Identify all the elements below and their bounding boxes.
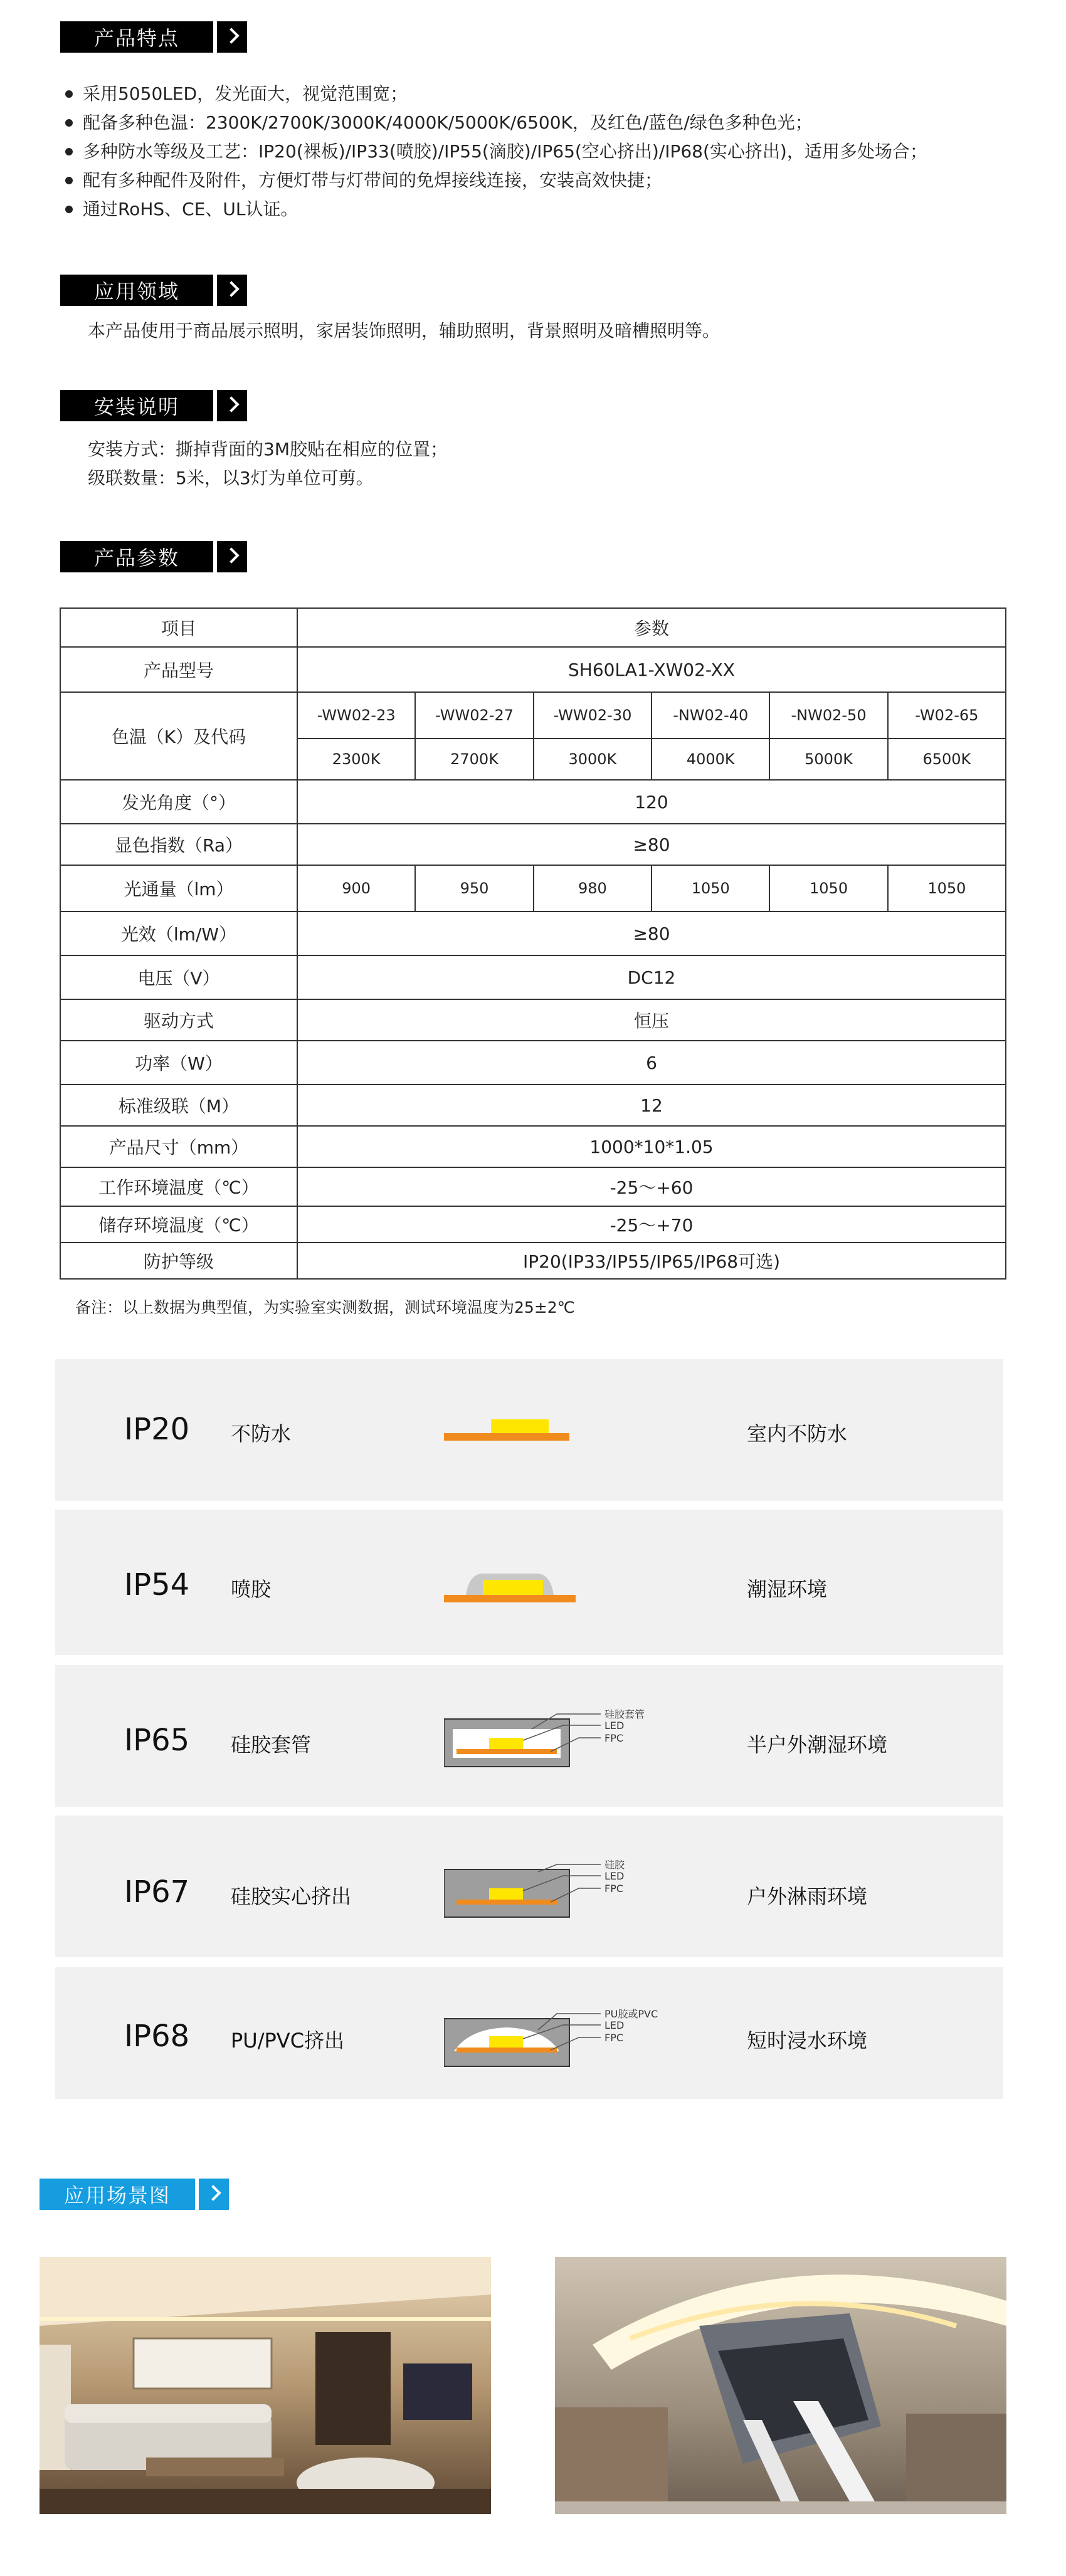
ip-type: 硅胶套管 — [231, 1733, 312, 1757]
led-chip — [489, 1738, 523, 1749]
led-chip — [483, 1580, 543, 1595]
ip-env: 户外淋雨环境 — [747, 1885, 868, 1908]
table-row — [60, 692, 1006, 739]
feature-item: 通过RoHS、CE、UL认证。 — [65, 195, 927, 224]
fpc-board — [444, 1595, 576, 1602]
application-text: 本产品使用于商品展示照明，家居装饰照明，辅助照明，背景照明及暗槽照明等。 — [88, 320, 720, 341]
callout-label: 硅胶套管 — [604, 1708, 645, 1720]
ip67-strip-diagram — [444, 1857, 695, 1926]
table-row — [60, 780, 1006, 824]
table-cell: 产品型号 — [60, 647, 297, 692]
cct-value-cell: 4000K — [652, 739, 769, 780]
table-cell: 色温（K）及代码 — [60, 692, 297, 780]
callout-label: PU胶或PVC — [604, 2008, 658, 2020]
callout-label: 硅胶 — [604, 1859, 625, 1871]
install-line: 级联数量：5米，以3灯为单位可剪。 — [88, 468, 374, 488]
table-cell: 恒压 — [297, 999, 1006, 1041]
callout-label: FPC — [604, 2032, 624, 2044]
table-cell: SH60LA1-XW02-XX — [297, 647, 1006, 692]
feature-item: 多种防水等级及工艺：IP20(裸板)/IP33(喷胶)/IP55(滴胶)/IP65(空心挤出)/IP68(实心挤出)，适用多处场合； — [65, 137, 927, 166]
cct-value-cell: 2700K — [415, 739, 533, 780]
table-row — [60, 1041, 1006, 1085]
section-header-params — [60, 541, 247, 572]
table-row — [60, 1243, 1006, 1279]
table-cell: 发光角度（°） — [60, 780, 297, 824]
table-cell: 驱动方式 — [60, 999, 297, 1041]
ip20-strip-diagram — [444, 1418, 582, 1443]
features-list — [65, 80, 927, 224]
ip-row-ip54 — [55, 1510, 1003, 1655]
table-cell: 标准级联（M） — [60, 1085, 297, 1126]
table-row — [60, 999, 1006, 1041]
table-cell: 1000*10*1.05 — [297, 1126, 1006, 1167]
table-note: 备注：以上数据为典型值，为实验室实测数据，测试环境温度为25±2℃ — [75, 1298, 575, 1317]
callout-label: FPC — [604, 1883, 624, 1895]
fpc-board — [456, 2048, 557, 2053]
cct-code-cell: -WW02-23 — [297, 692, 415, 739]
section-title: 应用领域 — [60, 275, 213, 306]
ip-code: IP65 — [124, 1723, 190, 1758]
flux-cell: 1050 — [769, 865, 887, 912]
flux-cell: 980 — [534, 865, 652, 912]
feature-item: 配备多种色温：2300K/2700K/3000K/4000K/5000K/6500K，及红色/蓝色/绿色多种色光； — [65, 108, 927, 137]
chevron-right-icon — [199, 2179, 229, 2210]
section-title: 应用场景图 — [40, 2179, 195, 2210]
ip-env: 短时浸水环境 — [747, 2029, 868, 2053]
table-cell: 显色指数（Ra） — [60, 824, 297, 865]
cct-value-cell: 5000K — [769, 739, 887, 780]
ip-env: 半户外潮湿环境 — [747, 1733, 888, 1757]
ip-type: 喷胶 — [231, 1577, 272, 1601]
cct-code-cell: -W02-65 — [888, 692, 1006, 739]
table-cell: 6 — [297, 1041, 1006, 1085]
section-header-install — [60, 390, 247, 421]
chevron-right-icon — [217, 541, 247, 572]
section-header-features — [60, 21, 247, 53]
cct-value-cell: 6500K — [888, 739, 1006, 780]
scene-photo-mall — [555, 2257, 1006, 2514]
flux-cell: 950 — [415, 865, 533, 912]
table-cell: -25～+70 — [297, 1206, 1006, 1243]
table-cell: 功率（W） — [60, 1041, 297, 1085]
table-row — [60, 1167, 1006, 1206]
ip-row-ip65 — [55, 1665, 1003, 1807]
scene-photo-living-room — [40, 2257, 491, 2514]
table-cell: 电压（V） — [60, 955, 297, 999]
table-cell: ≥80 — [297, 824, 1006, 865]
table-cell: 12 — [297, 1085, 1006, 1126]
cct-value-cell: 3000K — [534, 739, 652, 780]
section-header-application — [60, 275, 247, 306]
table-cell: ≥80 — [297, 912, 1006, 955]
ip-row-ip68 — [55, 1967, 1003, 2099]
ip-env: 潮湿环境 — [747, 1577, 828, 1601]
fpc-board — [444, 1433, 569, 1441]
section-title: 产品参数 — [60, 541, 213, 572]
table-cell: 光通量（lm） — [60, 865, 297, 912]
table-cell: 产品尺寸（mm） — [60, 1126, 297, 1167]
chevron-right-icon — [217, 390, 247, 421]
table-cell: -25～+60 — [297, 1167, 1006, 1206]
table-header-cell: 参数 — [297, 608, 1006, 647]
table-row — [60, 912, 1006, 955]
callout-label: LED — [604, 1720, 625, 1732]
feature-item: 配有多种配件及附件，方便灯带与灯带间的免焊接线连接，安装高效快捷； — [65, 166, 927, 195]
flux-cell: 1050 — [652, 865, 769, 912]
ip-code: IP67 — [124, 1874, 190, 1910]
install-line: 安装方式：撕掉背面的3M胶贴在相应的位置； — [88, 439, 448, 460]
flux-cell: 1050 — [888, 865, 1006, 912]
ip-code: IP54 — [124, 1567, 190, 1602]
callout-label: FPC — [604, 1732, 624, 1744]
ip-env: 室内不防水 — [747, 1422, 848, 1446]
table-cell: DC12 — [297, 955, 1006, 999]
table-row — [60, 608, 1006, 647]
section-title: 产品特点 — [60, 21, 213, 53]
table-cell: 工作环境温度（℃） — [60, 1167, 297, 1206]
table-row — [60, 865, 1006, 912]
section-header-scenes — [40, 2179, 229, 2210]
ip-row-ip67 — [55, 1816, 1003, 1957]
cct-code-cell: -WW02-30 — [534, 692, 652, 739]
table-cell: 光效（lm/W） — [60, 912, 297, 955]
spec-table — [60, 607, 1006, 1280]
table-row — [60, 647, 1006, 692]
section-title: 安装说明 — [60, 390, 213, 421]
table-cell: IP20(IP33/IP55/IP65/IP68可选) — [297, 1243, 1006, 1279]
table-cell: 120 — [297, 780, 1006, 824]
callout-label: LED — [604, 1870, 625, 1882]
led-chip — [489, 2036, 523, 2048]
table-row — [60, 1126, 1006, 1167]
ip-type: 硅胶实心挤出 — [231, 1885, 352, 1908]
ip-type: PU/PVC挤出 — [231, 2029, 345, 2053]
table-row — [60, 824, 1006, 865]
fpc-board — [456, 1900, 557, 1905]
cct-value-cell: 2300K — [297, 739, 415, 780]
table-cell: 防护等级 — [60, 1243, 297, 1279]
table-row — [60, 1206, 1006, 1243]
flux-cell: 900 — [297, 865, 415, 912]
ip-code: IP20 — [124, 1412, 190, 1447]
table-header-cell: 项目 — [60, 608, 297, 647]
ip-row-ip20 — [55, 1359, 1003, 1501]
ip65-strip-diagram — [444, 1706, 695, 1775]
ip-type: 不防水 — [231, 1422, 292, 1446]
cct-code-cell: -WW02-27 — [415, 692, 533, 739]
cct-code-cell: -NW02-40 — [652, 692, 769, 739]
callout-label: LED — [604, 2019, 625, 2031]
table-row — [60, 1085, 1006, 1126]
fpc-board — [456, 1749, 557, 1754]
ip54-strip-diagram — [444, 1566, 582, 1604]
led-chip — [489, 1888, 523, 1900]
cct-code-cell: -NW02-50 — [769, 692, 887, 739]
table-cell: 储存环境温度（℃） — [60, 1206, 297, 1243]
chevron-right-icon — [217, 275, 247, 306]
ip68-strip-diagram — [444, 2000, 695, 2075]
led-chip — [491, 1419, 549, 1433]
feature-item: 采用5050LED，发光面大，视觉范围宽； — [65, 80, 927, 108]
ip-code: IP68 — [124, 2019, 190, 2054]
chevron-right-icon — [217, 21, 247, 53]
table-row — [60, 955, 1006, 999]
